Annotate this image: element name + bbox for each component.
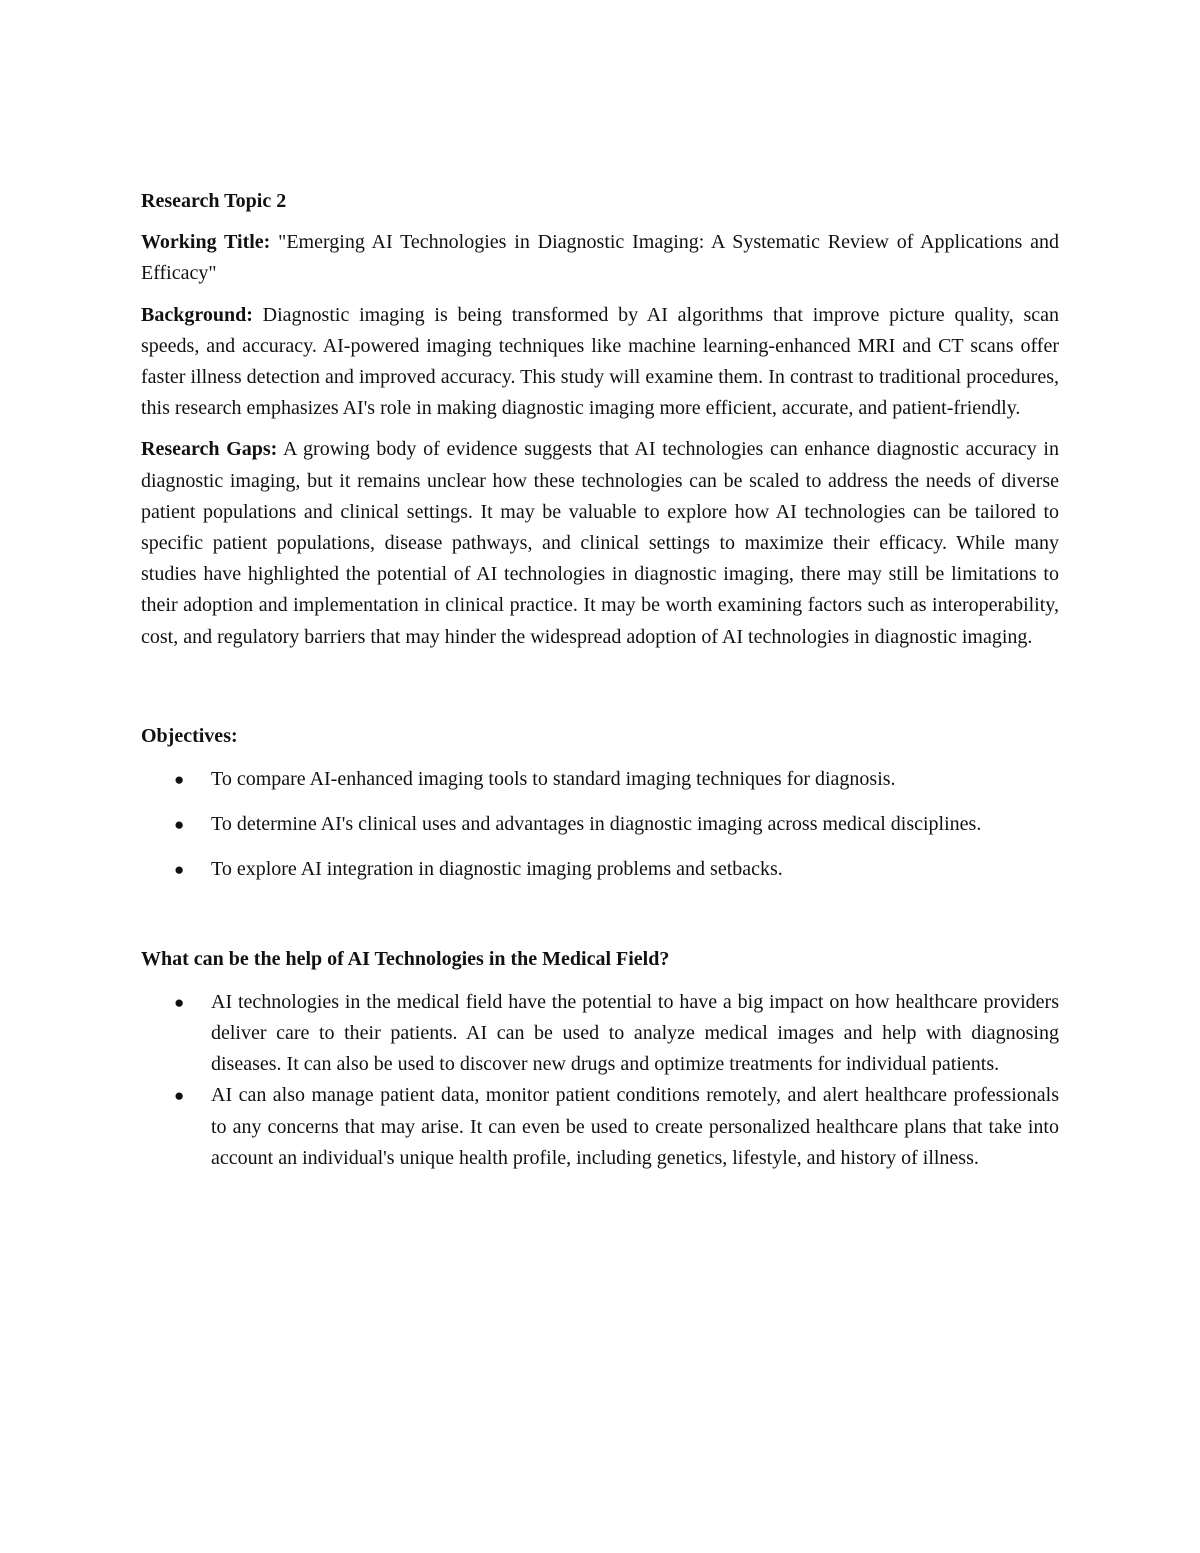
section-spacer <box>141 663 1059 721</box>
help-heading: What can be the help of AI Technologies in the Medical Field? <box>141 947 670 970</box>
objective-text: To determine AI's clinical uses and advantages in diagnostic imaging across medical disciplines. <box>211 813 982 836</box>
bullet-icon: ● <box>174 860 185 880</box>
help-list <box>141 987 1059 1174</box>
objectives-heading: Objectives: <box>141 724 238 747</box>
bullet-icon: ● <box>174 770 185 790</box>
list-item <box>141 1080 1059 1174</box>
research-topic-title: Research Topic 2 <box>141 190 287 212</box>
section-spacer <box>141 900 1059 944</box>
help-text: AI can also manage patient data, monitor patient conditions remotely, and alert healthcare professionals to any concerns that may arise. It can even be used to create personalized healthcare plans that take into account an individual's unique health profile, including genetics, lifestyle, and history of illness. <box>211 1084 1059 1169</box>
objectives-list <box>141 764 1059 886</box>
bullet-icon: ● <box>174 1086 185 1106</box>
background-text: Diagnostic imaging is being transformed by AI algorithms that improve picture quality, scan speeds, and accuracy. AI-powered imaging techniques like machine learning-enhanced MRI and CT scans offer faster illness detection and improved accuracy. This study will examine them. In contrast to traditional procedures, this research emphasizes AI's role in making diagnostic imaging more efficient, accurate, and patient-friendly. <box>141 303 1060 420</box>
research-gaps-text: A growing body of evidence suggests that AI technologies can enhance diagnostic accuracy in diagnostic imaging, but it remains unclear how these technologies can be scaled to address the needs of diverse patient populations and clinical settings. It may be valuable to explore how AI technologies can be tailored to specific patient populations, disease pathways, and clinical settings to maximize their efficacy. While many studies have highlighted the potential of AI technologies in diagnostic imaging, there may still be limitations to their adoption and implementation in clinical practice. It may be worth examining factors such as interoperability, cost, and regulatory barriers that may hinder the widespread adoption of AI technologies in diagnostic imaging. <box>141 438 1059 648</box>
list-item <box>141 987 1059 1081</box>
working-title-label: Working Title: <box>141 231 271 254</box>
list-item <box>141 809 1059 840</box>
working-title-text: "Emerging AI Technologies in Diagnostic Imaging: A Systematic Review of Applications and Efficacy" <box>141 231 1059 285</box>
objective-text: To explore AI integration in diagnostic imaging problems and setbacks. <box>211 858 783 881</box>
document-page <box>141 186 1059 1174</box>
background-label: Background: <box>141 303 253 326</box>
list-item <box>141 764 1059 795</box>
bullet-icon: ● <box>174 815 185 835</box>
objective-text: To compare AI-enhanced imaging tools to standard imaging techniques for diagnosis. <box>211 768 896 791</box>
research-gaps-paragraph <box>141 434 1059 652</box>
list-item <box>141 854 1059 885</box>
help-text: AI technologies in the medical field have the potential to have a big impact on how healthcare providers deliver care to their patients. AI can be used to analyze medical images and help with diagnosing diseases. It can also be used to discover new drugs and optimize treatments for individual patients. <box>211 990 1059 1076</box>
research-gaps-label: Research Gaps: <box>141 438 278 461</box>
working-title-paragraph <box>141 227 1059 289</box>
background-paragraph <box>141 300 1059 425</box>
bullet-icon: ● <box>174 992 185 1012</box>
